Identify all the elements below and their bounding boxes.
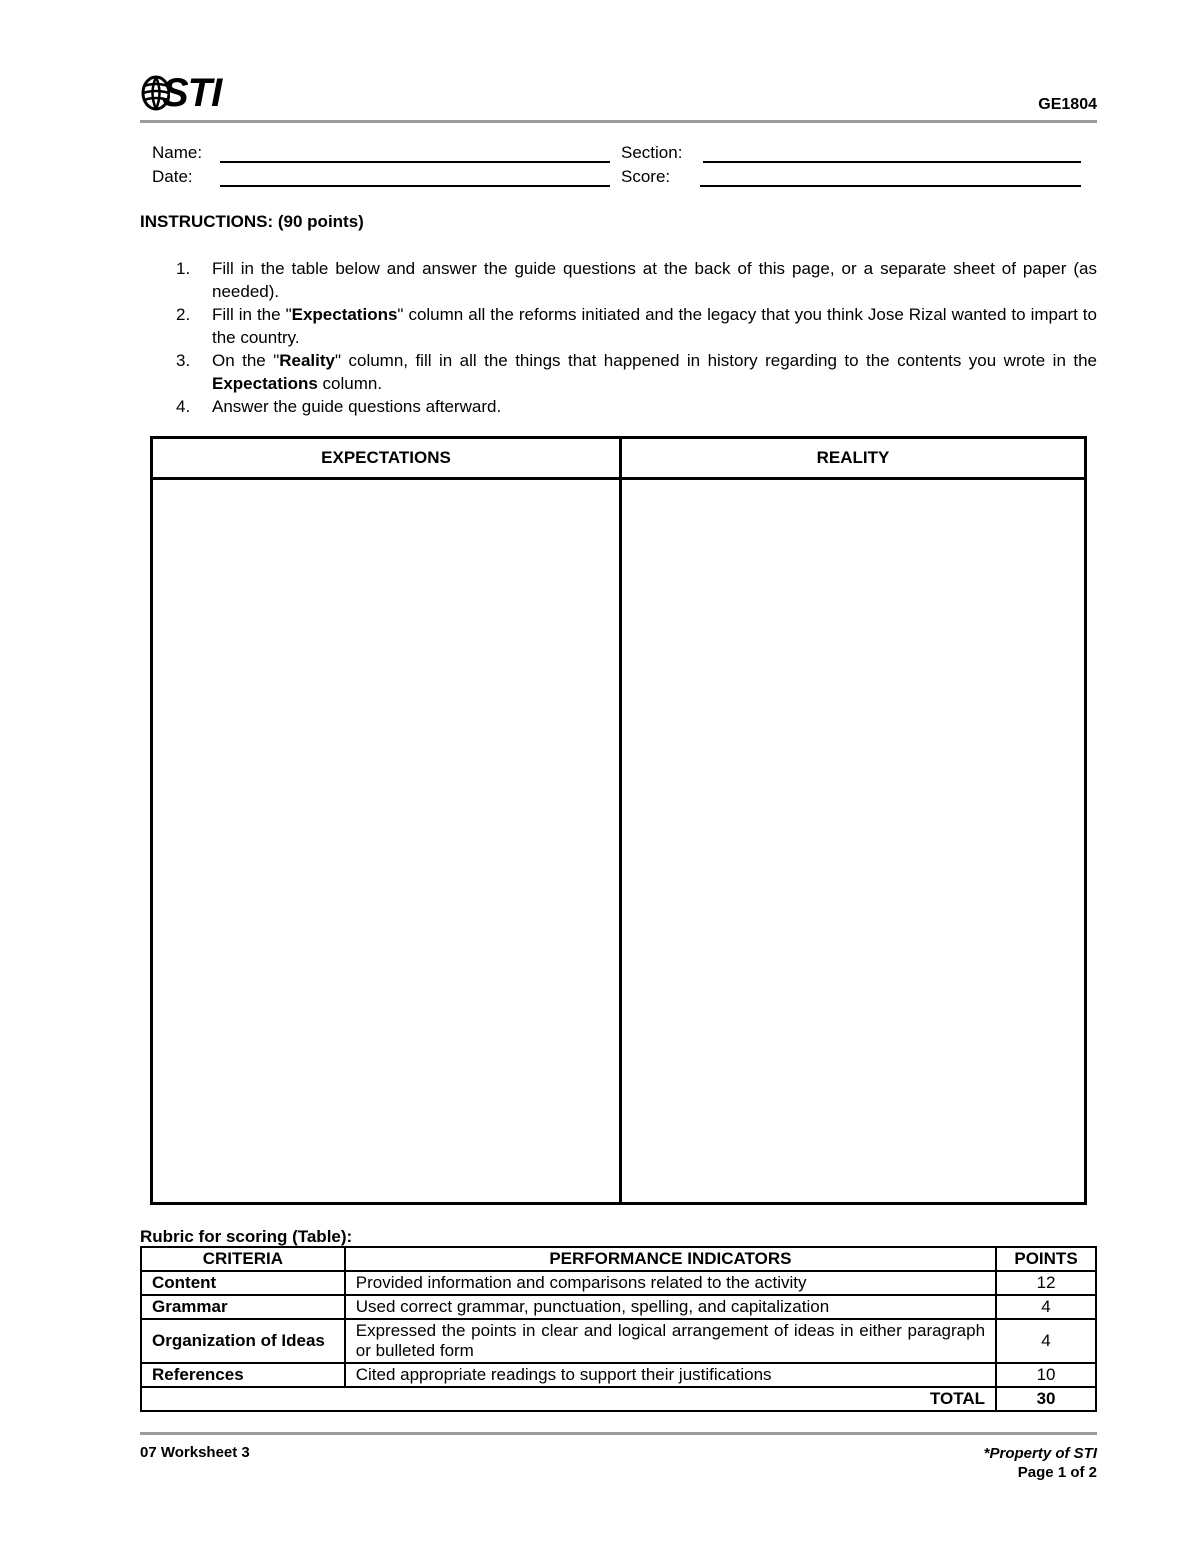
indicator-cell: Provided information and comparisons related to the activity xyxy=(345,1271,996,1295)
expectations-header: EXPECTATIONS xyxy=(153,439,619,480)
sti-logo xyxy=(140,70,230,116)
points-cell: 12 xyxy=(996,1271,1096,1295)
table-row xyxy=(141,1363,1096,1387)
section-field[interactable] xyxy=(703,161,1081,163)
points-cell: 4 xyxy=(996,1319,1096,1363)
indicator-cell: Cited appropriate readings to support their justifications xyxy=(345,1363,996,1387)
worksheet-label: 07 Worksheet 3 xyxy=(140,1444,250,1461)
score-field[interactable] xyxy=(700,185,1081,187)
logo-text: STI xyxy=(162,71,222,115)
instructions-title: INSTRUCTIONS: (90 points) xyxy=(140,212,364,231)
name-label: Name: xyxy=(152,143,203,162)
criteria-cell: Organization of Ideas xyxy=(141,1319,345,1363)
score-label: Score: xyxy=(621,167,671,186)
expectations-column[interactable] xyxy=(153,439,622,1202)
reality-column[interactable] xyxy=(622,439,1084,1202)
footer-divider xyxy=(140,1432,1097,1435)
reality-header: REALITY xyxy=(622,439,1084,480)
criteria-cell: References xyxy=(141,1363,345,1387)
total-row xyxy=(141,1387,1096,1411)
expectations-reality-table xyxy=(150,436,1087,1205)
total-label: TOTAL xyxy=(141,1387,996,1411)
instruction-item: 4. Answer the guide questions afterward. xyxy=(176,397,502,416)
instruction-item: 3. On the "Reality" column, fill in all the things that happened in history regarding to the contents you wrote in the Expectations column. xyxy=(176,351,1097,393)
total-points: 30 xyxy=(996,1387,1096,1411)
footer-right xyxy=(984,1444,1097,1482)
date-field[interactable] xyxy=(220,185,610,187)
indicators-header: PERFORMANCE INDICATORS xyxy=(345,1247,996,1271)
criteria-header: CRITERIA xyxy=(141,1247,345,1271)
rubric-title: Rubric for scoring (Table): xyxy=(140,1227,353,1246)
indicator-cell: Expressed the points in clear and logical arrangement of ideas in either paragraph or bulleted form xyxy=(345,1319,996,1363)
criteria-cell: Grammar xyxy=(141,1295,345,1319)
page-number: Page 1 of 2 xyxy=(1017,1464,1097,1481)
instruction-item: 2. Fill in the "Expectations" column all the reforms initiated and the legacy that you think Jose Rizal wanted to impart to the country. xyxy=(176,305,1097,347)
instructions-list xyxy=(176,257,1097,418)
rubric-header-row xyxy=(141,1247,1096,1271)
name-field[interactable] xyxy=(220,161,610,163)
table-row xyxy=(141,1271,1096,1295)
table-row xyxy=(141,1319,1096,1363)
property-note: *Property of STI xyxy=(983,1445,1097,1462)
points-cell: 10 xyxy=(996,1363,1096,1387)
date-label: Date: xyxy=(152,167,193,186)
header-divider xyxy=(140,120,1097,123)
points-cell: 4 xyxy=(996,1295,1096,1319)
indicator-cell: Used correct grammar, punctuation, spelling, and capitalization xyxy=(345,1295,996,1319)
criteria-cell: Content xyxy=(141,1271,345,1295)
points-header: POINTS xyxy=(996,1247,1096,1271)
instruction-item: 1. Fill in the table below and answer the guide questions at the back of this page, or a separate sheet of paper (as needed). xyxy=(176,259,1097,301)
rubric-table xyxy=(140,1246,1097,1412)
course-code: GE1804 xyxy=(1038,96,1097,113)
table-row xyxy=(141,1295,1096,1319)
section-label: Section: xyxy=(621,143,683,162)
